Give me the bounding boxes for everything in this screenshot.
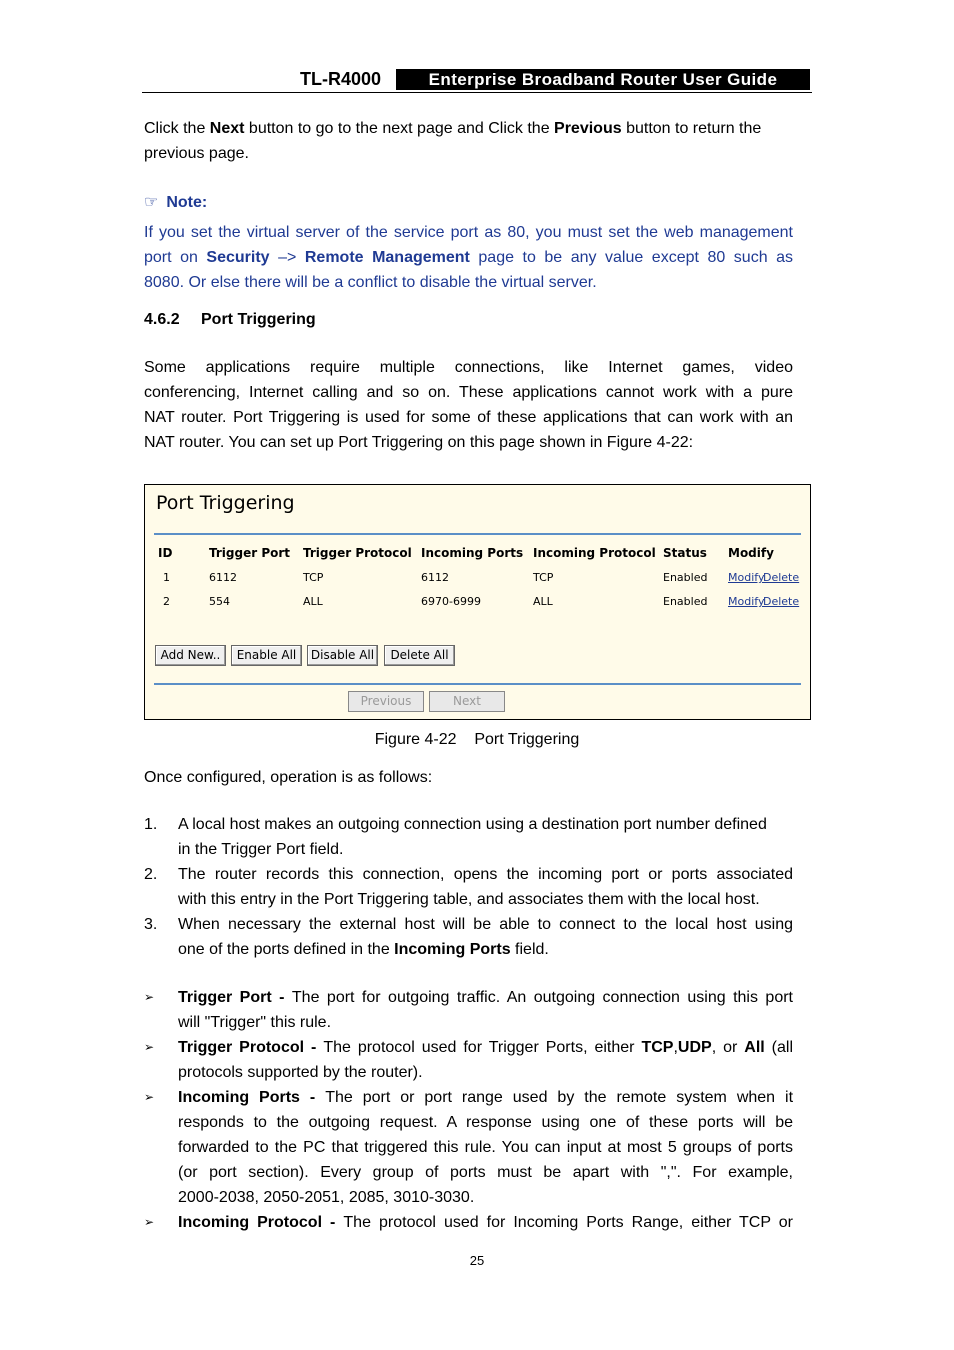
- cell-trigger-port: 554: [209, 595, 230, 608]
- list-item: Trigger Port - The port for outgoing traffic. An outgoing connection using this port will "Trigger" this rule.: [178, 989, 793, 1031]
- panel-divider-bottom: [154, 683, 801, 685]
- intro-line-2: previous page.: [144, 145, 249, 162]
- note-text: If you set the virtual server of the service port as 80, you must set the web management port on Security –> Remote Management page to be any value except 80 such as 8080. Or else there will be a conflict to disable the virtual server.: [144, 224, 794, 291]
- panel-divider-top: [154, 533, 801, 535]
- port-triggering-panel: [144, 484, 811, 720]
- delete-all-button[interactable]: Delete All: [384, 645, 455, 666]
- note-heading: ☞ Note:: [144, 190, 207, 215]
- intro-paragraph: [144, 116, 793, 166]
- column-header-id: ID: [158, 546, 173, 560]
- cell-trigger-port: 6112: [209, 571, 237, 584]
- cell-incoming-protocol: TCP: [533, 571, 554, 584]
- header-rule: [142, 92, 812, 93]
- delete-link[interactable]: Delete: [763, 595, 800, 608]
- list-item: A local host makes an outgoing connection using a destination port number defined in the Trigger Port field.: [178, 816, 767, 858]
- column-header-status: Status: [663, 546, 707, 560]
- pointing-hand-icon: ☞: [144, 194, 159, 211]
- panel-title: Port Triggering: [156, 492, 295, 514]
- cell-id: 1: [163, 571, 170, 584]
- column-header-trigger-protocol: Trigger Protocol: [303, 546, 412, 560]
- step-number: 3.: [144, 916, 158, 933]
- section-title: Port Triggering: [201, 311, 316, 328]
- list-item: Incoming Protocol - The protocol used for Incoming Ports Range, either TCP or: [178, 1214, 793, 1231]
- cell-incoming-protocol: ALL: [533, 595, 553, 608]
- header-model: TL-R4000: [300, 69, 382, 89]
- enable-all-button[interactable]: Enable All: [231, 645, 302, 666]
- add-new-button[interactable]: Add New..: [155, 645, 226, 666]
- list-item: The router records this connection, opens the incoming port or ports associated with this entry in the Port Triggering table, and associates them with the local host.: [178, 866, 793, 908]
- list-item: Trigger Protocol - The protocol used for Trigger Ports, either TCP,UDP, or All (all protocols supported by the router).: [178, 1039, 794, 1081]
- cell-status: Enabled: [663, 571, 708, 584]
- intro-line-1: Click the Next button to go to the next page and Click the Previous button to return the: [144, 120, 762, 137]
- next-button[interactable]: Next: [429, 691, 505, 712]
- step-number: 2.: [144, 866, 158, 883]
- modify-link[interactable]: Modify: [728, 595, 765, 608]
- disable-all-button[interactable]: Disable All: [307, 645, 378, 666]
- header-guide-title: Enterprise Broadband Router User Guide: [396, 69, 810, 90]
- cell-trigger-protocol: TCP: [303, 571, 324, 584]
- cell-status: Enabled: [663, 595, 708, 608]
- arrow-bullet-icon: ➢: [144, 1215, 155, 1229]
- cell-incoming-ports: 6970-6999: [421, 595, 481, 608]
- column-header-modify: Modify: [728, 546, 774, 560]
- arrow-bullet-icon: ➢: [144, 1090, 155, 1104]
- cell-trigger-protocol: ALL: [303, 595, 323, 608]
- cell-incoming-ports: 6112: [421, 571, 449, 584]
- arrow-bullet-icon: ➢: [144, 1040, 155, 1054]
- step-number: 1.: [144, 816, 158, 833]
- list-item: When necessary the external host will be able to connect to the local host using one of the ports defined in the Incoming Ports field.: [178, 916, 793, 958]
- section-paragraph: Some applications require multiple connections, like Internet games, video conferencing, Internet calling and so on. These applications cannot work with a pure NAT router. Port Triggering is used for some of these applications that can work with an NAT router. You can set up Port Triggering on this page shown in Figure 4-22:: [144, 359, 793, 451]
- list-item: Incoming Ports - The port or port range used by the remote system when it responds to the outgoing request. A response using one of these ports will be forwarded to the PC that triggered this rule. You can input at most 5 groups of ports (or port section). Every group of ports must be apart with ",". For example, 2000-2038, 2050-2051, 2085, 3010-3030.: [178, 1089, 794, 1206]
- previous-button[interactable]: Previous: [348, 691, 424, 712]
- modify-link[interactable]: Modify: [728, 571, 765, 584]
- column-header-trigger-port: Trigger Port: [209, 546, 291, 560]
- after-figure-text: Once configured, operation is as follows:: [144, 769, 433, 786]
- cell-id: 2: [163, 595, 170, 608]
- page-number: 25: [469, 1253, 485, 1268]
- section-number: 4.6.2: [144, 311, 180, 328]
- column-header-incoming-ports: Incoming Ports: [421, 546, 524, 560]
- figure-caption: Figure 4-22 Port Triggering: [374, 731, 580, 748]
- arrow-bullet-icon: ➢: [144, 990, 155, 1004]
- delete-link[interactable]: Delete: [763, 571, 800, 584]
- column-header-incoming-protocol: Incoming Protocol: [533, 546, 656, 560]
